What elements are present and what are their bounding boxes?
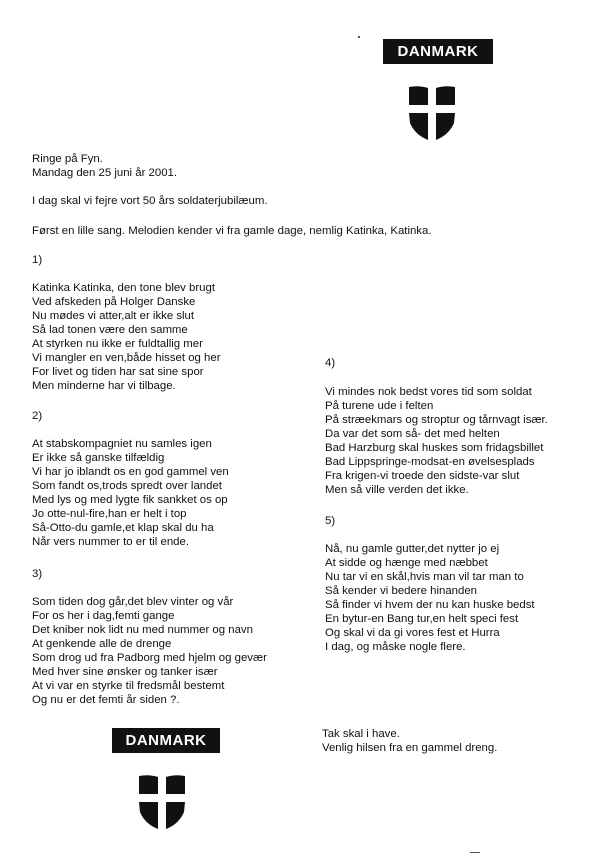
verse-number: 4): [325, 357, 336, 369]
verse-line: I dag, og måske nogle flere.: [325, 641, 466, 653]
scan-speck: [470, 852, 480, 853]
verse-line: Ved afskeden på Holger Danske: [32, 296, 196, 308]
verse-line: Nu tar vi en skål,hvis man vil tar man to: [325, 571, 524, 583]
verse-line: Men minderne har vi tilbage.: [32, 380, 176, 392]
verse-line: Bad Harzburg skal huskes som fridagsbillet: [325, 442, 544, 454]
verse-line: Med lys og med lygte fik sankket os op: [32, 494, 228, 506]
verse-line: Som tiden dog går,det blev vinter og vår: [32, 596, 234, 608]
verse-line: Så kender vi bedere hinanden: [325, 585, 477, 597]
verse-line: Det kniber nok lidt nu med nummer og navn: [32, 624, 253, 636]
verse-line: Da var det som så- det med helten: [325, 428, 500, 440]
verse-line: Vi har jo iblandt os en god gammel ven: [32, 466, 229, 478]
verse-line: På stræekmars og stroptur og tårnvagt især.: [325, 414, 548, 426]
verse-line: For os her i dag,femti gange: [32, 610, 175, 622]
verse-line: Jo otte-nul-fire,han er helt i top: [32, 508, 187, 520]
verse-line: At sidde og hænge med næbbet: [325, 557, 488, 569]
verse-line: En bytur-en Bang tur,en helt speci fest: [325, 613, 519, 625]
verse-line: Så lad tonen være den samme: [32, 324, 188, 336]
shield-cross-icon: [137, 774, 187, 834]
verse-number: 2): [32, 410, 43, 422]
shield-cross-icon: [407, 85, 457, 145]
verse-line: Og skal vi da gi vores fest et Hurra: [325, 627, 500, 639]
verse-line: Når vers nummer to er til ende.: [32, 536, 189, 548]
closing-thanks: Tak skal i have.: [322, 728, 400, 740]
verse-line: At styrken nu ikke er fuldtallig mer: [32, 338, 203, 350]
verse-line: Som drog ud fra Padborg med hjelm og gevær: [32, 652, 267, 664]
verse-line: Vi mindes nok bedst vores tid som soldat: [325, 386, 532, 398]
verse-line: Fra krigen-vi troede den sidste-var slut: [325, 470, 520, 482]
verse-line: For livet og tiden har sat sine spor: [32, 366, 204, 378]
verse-line: Nu mødes vi atter,alt er ikke slut: [32, 310, 195, 322]
verse-line: På turene ude i felten: [325, 400, 434, 412]
scan-speck: [358, 36, 360, 38]
verse-line: Er ikke så ganske tilfældig: [32, 452, 165, 464]
verse-line: Så finder vi hvem der nu kan huske bedst: [325, 599, 535, 611]
intro-line-1: I dag skal vi fejre vort 50 års soldaterjubilæum.: [32, 195, 268, 207]
date-line: Mandag den 25 juni år 2001.: [32, 167, 178, 179]
intro-line-2: Først en lille sang. Melodien kender vi fra gamle dage, nemlig Katinka, Katinka.: [32, 225, 432, 237]
verse-line: Og nu er det femti år siden ?.: [32, 694, 180, 706]
verse-line: Med hver sine ønsker og tanker især: [32, 666, 218, 678]
verse-line: At stabskompagniet nu samles igen: [32, 438, 212, 450]
verse-line: Katinka Katinka, den tone blev brugt: [32, 282, 216, 294]
verse-line: Så-Otto-du gamle,et klap skal du ha: [32, 522, 214, 534]
verse-line: Som fandt os,trods spredt over landet: [32, 480, 222, 492]
danmark-logo-bottom: DANMARK: [112, 728, 220, 753]
verse-number: 5): [325, 515, 336, 527]
verse-line: Vi mangler en ven,både hisset og her: [32, 352, 221, 364]
verse-line: At genkende alle de drenge: [32, 638, 172, 650]
verse-number: 1): [32, 254, 43, 266]
danmark-logo-top: DANMARK: [383, 39, 493, 64]
verse-number: 3): [32, 568, 43, 580]
closing-signature: Venlig hilsen fra en gammel dreng.: [322, 742, 498, 754]
verse-line: Nå, nu gamle gutter,det nytter jo ej: [325, 543, 500, 555]
place-line: Ringe på Fyn.: [32, 153, 103, 165]
verse-line: At vi var en styrke til fredsmål bestemt: [32, 680, 225, 692]
verse-line: Men så ville verden det ikke.: [325, 484, 469, 496]
verse-line: Bad Lippspringe-modsat-en øvelsesplads: [325, 456, 535, 468]
